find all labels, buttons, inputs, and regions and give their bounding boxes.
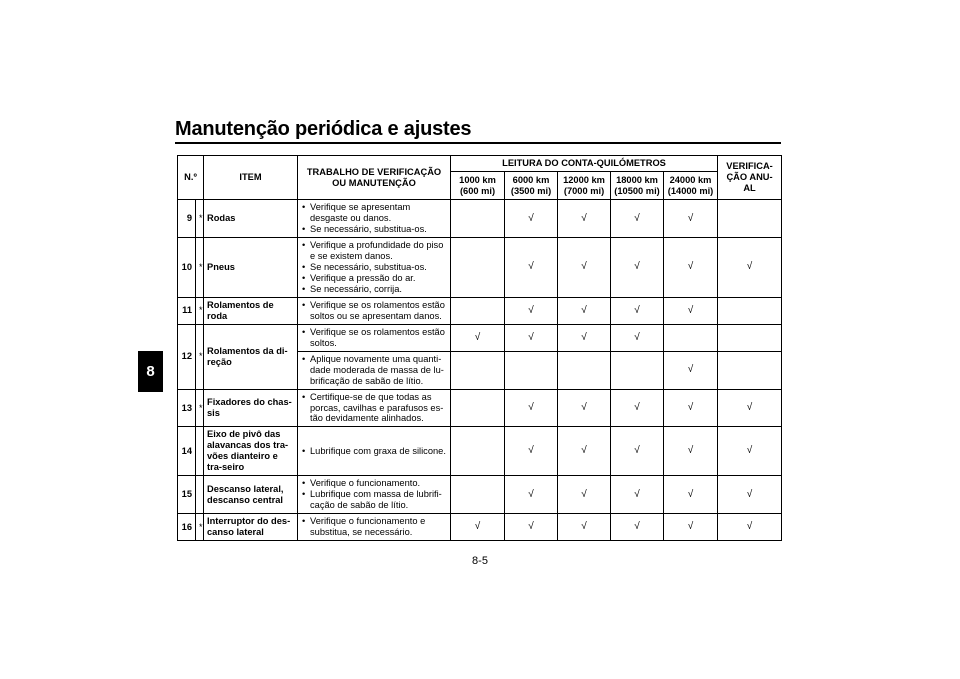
check-mark-icon: √ (687, 364, 694, 376)
header-interval-2 (558, 172, 611, 200)
check-mark-icon: √ (687, 402, 694, 414)
check-cell (505, 476, 558, 514)
check-mark-icon: √ (581, 521, 587, 533)
check-cell (718, 351, 782, 389)
row-number: 13 (178, 389, 196, 427)
table-row (178, 324, 782, 351)
check-cell (451, 237, 505, 297)
row-item: Rolamentos de roda (204, 297, 298, 324)
work-line: • Verifique o funcionamento. (301, 478, 447, 489)
check-cell (718, 427, 782, 476)
check-mark-icon: √ (687, 488, 694, 500)
row-work (298, 297, 451, 324)
row-item: Rodas (204, 200, 298, 238)
interval-km: 24000 km (669, 174, 712, 185)
row-asterisk: * (196, 297, 204, 324)
check-mark-icon: √ (687, 261, 694, 273)
check-mark-icon: √ (634, 331, 640, 343)
row-item: Interruptor do des-canso lateral (204, 514, 298, 541)
row-item: Fixadores do chas-sis (204, 389, 298, 427)
row-item: Eixo de pivô das alavancas dos tra-vões dianteiro e tra-seiro (204, 427, 298, 476)
interval-mi: (600 mi) (459, 185, 496, 196)
header-work: TRABALHO DE VERIFICAÇÃO OU MANUTENÇÃO (298, 156, 451, 200)
interval-km: 1000 km (459, 174, 496, 185)
check-mark-icon: √ (634, 402, 640, 414)
header-interval-1 (505, 172, 558, 200)
check-mark-icon: √ (634, 445, 640, 457)
work-line: • Se necessário, corrija. (301, 284, 447, 295)
check-mark-icon: √ (528, 331, 534, 343)
page-number: 8-5 (472, 555, 488, 567)
check-mark-icon: √ (634, 261, 640, 273)
check-cell (664, 476, 718, 514)
work-line: • Se necessário, substitua-os. (301, 262, 447, 273)
check-mark-icon: √ (528, 402, 534, 414)
row-number: 10 (178, 237, 196, 297)
check-cell (558, 389, 611, 427)
check-cell (558, 324, 611, 351)
check-cell (505, 237, 558, 297)
check-cell (611, 237, 664, 297)
check-mark-icon: √ (634, 304, 640, 316)
table-row (178, 389, 782, 427)
header-interval-3 (611, 172, 664, 200)
interval-km: 12000 km (563, 174, 605, 185)
work-line: • Verifique se os rolamentos estão soltos ou se apresentam danos. (301, 300, 447, 322)
check-cell (505, 514, 558, 541)
check-mark-icon: √ (634, 212, 640, 224)
check-cell (558, 200, 611, 238)
work-line: • Aplique novamente uma quanti-dade moderada de massa de lu-brificação de sabão de lítio. (301, 354, 447, 387)
row-work (298, 237, 451, 297)
check-mark-icon: √ (581, 402, 587, 414)
check-cell (451, 476, 505, 514)
check-cell (611, 297, 664, 324)
section-tab: 8 (138, 351, 163, 392)
check-cell (664, 200, 718, 238)
header-annual: VERIFICA-ÇÃO ANU-AL (718, 156, 782, 200)
check-mark-icon: √ (634, 488, 640, 500)
header-item: ITEM (204, 156, 298, 200)
row-asterisk: * (196, 514, 204, 541)
work-line: • Certifique-se de que todas as porcas, cavilhas e parafusos es-tão devidamente alinhados. (301, 392, 447, 425)
row-work (298, 514, 451, 541)
table-row (178, 200, 782, 238)
row-asterisk: * (196, 237, 204, 297)
row-work (298, 389, 451, 427)
check-cell (718, 237, 782, 297)
work-line: • Verifique a profundidade do piso e se existem danos. (301, 240, 447, 262)
check-cell (718, 200, 782, 238)
interval-mi: (3500 mi) (510, 185, 552, 196)
check-cell (718, 514, 782, 541)
interval-km: 6000 km (512, 174, 550, 185)
check-cell (505, 351, 558, 389)
title-rule (175, 142, 781, 144)
check-mark-icon: √ (634, 521, 640, 533)
row-number: 15 (178, 476, 196, 514)
table-row (178, 297, 782, 324)
check-cell (451, 324, 505, 351)
work-line: • Verifique o funcionamento e substitua, se necessário. (301, 516, 447, 538)
row-asterisk: * (196, 200, 204, 238)
row-asterisk (196, 427, 204, 476)
row-number: 9 (178, 200, 196, 238)
check-cell (558, 237, 611, 297)
header-odometer: LEITURA DO CONTA-QUILÓMETROS (451, 156, 718, 172)
row-item: Rolamentos da di-reção (204, 324, 298, 389)
check-mark-icon: √ (581, 304, 587, 316)
check-mark-icon: √ (581, 331, 587, 343)
check-cell (664, 324, 718, 351)
header-num: N.º (178, 156, 204, 200)
row-work (298, 476, 451, 514)
check-cell (451, 351, 505, 389)
check-mark-icon: √ (528, 261, 534, 273)
check-cell (611, 324, 664, 351)
check-cell (611, 427, 664, 476)
check-mark-icon: √ (746, 445, 753, 457)
check-cell (611, 514, 664, 541)
row-work (298, 351, 451, 389)
check-cell (664, 427, 718, 476)
check-cell (451, 389, 505, 427)
check-cell (505, 297, 558, 324)
row-item: Descanso lateral, descanso central (204, 476, 298, 514)
check-cell (664, 514, 718, 541)
check-mark-icon: √ (687, 521, 694, 533)
row-work (298, 324, 451, 351)
check-cell (718, 476, 782, 514)
check-cell (611, 200, 664, 238)
check-cell (611, 351, 664, 389)
check-cell (505, 200, 558, 238)
check-cell (558, 476, 611, 514)
interval-mi: (10500 mi) (614, 185, 660, 196)
check-mark-icon: √ (746, 261, 753, 273)
check-cell (664, 351, 718, 389)
maintenance-table (177, 155, 782, 541)
header-interval-4 (664, 172, 718, 200)
check-cell (558, 427, 611, 476)
work-line: • Lubrifique com massa de lubrifi-cação de sabão de lítio. (301, 489, 447, 511)
check-cell (718, 324, 782, 351)
row-work (298, 427, 451, 476)
row-work (298, 200, 451, 238)
work-line: • Verifique se os rolamentos estão soltos. (301, 327, 447, 349)
check-mark-icon: √ (528, 304, 534, 316)
interval-mi: (14000 mi) (667, 185, 714, 196)
check-cell (664, 297, 718, 324)
row-number: 16 (178, 514, 196, 541)
check-cell (664, 389, 718, 427)
row-number: 11 (178, 297, 196, 324)
row-item: Pneus (204, 237, 298, 297)
table-row (178, 237, 782, 297)
row-asterisk (196, 476, 204, 514)
row-asterisk: * (196, 389, 204, 427)
check-mark-icon: √ (528, 521, 534, 533)
check-mark-icon: √ (746, 402, 753, 414)
check-cell (505, 324, 558, 351)
check-cell (558, 351, 611, 389)
check-cell (451, 200, 505, 238)
work-line: • Verifique se apresentam desgaste ou danos. (301, 202, 447, 224)
check-mark-icon: √ (746, 488, 753, 500)
check-cell (505, 427, 558, 476)
check-mark-icon: √ (687, 445, 694, 457)
check-mark-icon: √ (746, 521, 753, 533)
check-cell (611, 476, 664, 514)
check-mark-icon: √ (474, 331, 481, 343)
check-cell (558, 514, 611, 541)
check-cell (664, 237, 718, 297)
work-line: • Se necessário, substitua-os. (301, 224, 447, 235)
check-mark-icon: √ (581, 488, 587, 500)
check-cell (451, 514, 505, 541)
row-number: 14 (178, 427, 196, 476)
row-number: 12 (178, 324, 196, 389)
check-cell (611, 389, 664, 427)
check-mark-icon: √ (581, 212, 587, 224)
check-mark-icon: √ (528, 212, 534, 224)
check-mark-icon: √ (687, 212, 694, 224)
table-row (178, 427, 782, 476)
check-mark-icon: √ (581, 261, 587, 273)
work-line: • Verifique a pressão do ar. (301, 273, 447, 284)
check-cell (718, 389, 782, 427)
row-asterisk: * (196, 324, 204, 389)
check-cell (558, 297, 611, 324)
check-cell (505, 389, 558, 427)
check-mark-icon: √ (581, 445, 587, 457)
check-cell (451, 427, 505, 476)
table-row (178, 514, 782, 541)
header-interval-0 (451, 172, 505, 200)
work-line: • Lubrifique com graxa de silicone. (301, 446, 447, 457)
check-cell (718, 297, 782, 324)
interval-mi: (7000 mi) (563, 185, 605, 196)
page-title: Manutenção periódica e ajustes (175, 118, 472, 140)
check-mark-icon: √ (528, 488, 534, 500)
check-mark-icon: √ (528, 445, 534, 457)
check-mark-icon: √ (687, 304, 694, 316)
check-cell (451, 297, 505, 324)
table-row (178, 476, 782, 514)
interval-km: 18000 km (616, 174, 658, 185)
check-mark-icon: √ (474, 521, 481, 533)
